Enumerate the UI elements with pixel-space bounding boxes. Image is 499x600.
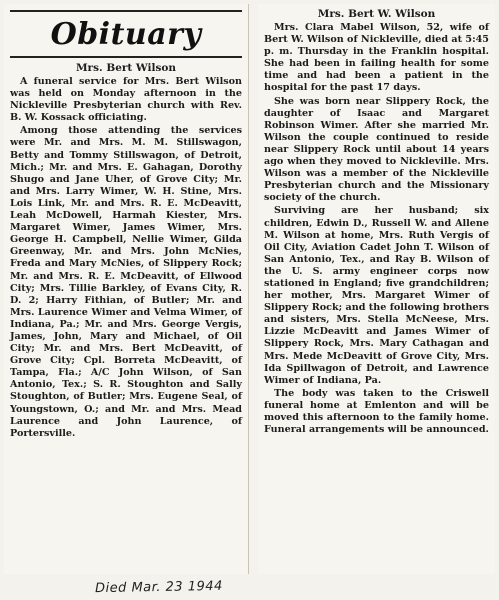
right-paragraph-2: She was born near Slippery Rock, the daughter of Isaac and Margaret Robinson Wimer. After she married Mr. Wilson the couple continued to reside near Slippery Rock until about 14 years ago when they moved to Nickleville. Mrs. Wilson was a member of the Nickleville Presbyterian church and the Missionary society of the church. (264, 95, 489, 204)
left-paragraph-2: Among those attending the services were Mr. and Mrs. M. M. Stillswagon, Betty and Tommy Stillswagon, of Detroit, Mich.; Mr. and Mrs. E. Gahagan, Dorothy Shugo and Jane Uher, of Grove City; Mr. and Mrs. Larry Wimer, W. H. Stine, Mrs. Lois Link, Mr. and Mrs. R. E. McDeavitt, Leah McDowell, Harmah Kiester, Mrs. Margaret Wimer, James Wimer, Mrs. George H. Campbell, Nellie Wimer, Gilda Greenway, Mr. and Mrs. John McNies, Freda and Mary McNies, of Slippery Rock; Mr. and Mrs. R. E. McDeavitt, of Ellwood City; Mrs. Tillie Barkley, of Evans City, R. D. 2; Harry Fithian, of Butler; Mr. and Mrs. Laurence Wimer and Velma Wimer, of Indiana, Pa.; Mr. and Mrs. George Vergis, James, John, Mary and Michael, of Oil City; Mr. and Mrs. Bert McDeavitt, of Grove City; Cpl. Borreta McDeavitt, of Tampa, Fla.; A/C John Wilson, of San Antonio, Tex.; S. R. Stoughton and Sally Stoughton, of Butler; Mrs. Eugene Seal, of Youngstown, O.; and Mr. and Mrs. Mead Laurence and John Laurence, of Portersville. (10, 125, 242, 439)
left-paragraph-1: A funeral service for Mrs. Bert Wilson was held on Monday afternoon in the Nickleville Presbyterian church with Rev. B. W. Kossack officiating. (10, 76, 242, 124)
left-heading: Mrs. Bert Wilson (75, 62, 177, 74)
obituary-banner (10, 10, 242, 58)
right-heading: Mrs. Bert W. Wilson (317, 8, 436, 20)
right-clipping (258, 4, 495, 574)
right-paragraph-4: The body was taken to the Criswell funeral home at Emlenton and will be moved this afternoon to the family home. Funeral arrangements will be announced. (264, 387, 489, 436)
banner-title: Obituary (50, 16, 202, 52)
right-paragraph-3: Surviving are her husband; six children, Edwin D., Russell W. and Allene M. Wilson at home, Mrs. Ruth Vergis of Oil City, Aviation Cadet John T. Wilson of San Antonio, Tex., and Ray B. Wilson of the U. S. army engineer corps now stationed in England; five grandchildren; her mother, Mrs. Margaret Wimer of Slippery Rock; and the following brothers and sisters, Mrs. Stella McNeese, Mrs. Lizzie McDeavitt and James Wimer of Slippery Rock, Mrs. Mary Cathagan and Mrs. Mede McDeavitt of Grove City, Mrs. Ida Spillwagon of Detroit, and Lawrence Wimer of Indiana, Pa. (264, 205, 489, 386)
handwritten-date-note: Died Mar. 23 1944 (94, 578, 223, 597)
right-paragraph-1: Mrs. Clara Mabel Wilson, 52, wife of Bert W. Wilson of Nickleville, died at 5:45 p. m. Thursday in the Franklin hospital. She had been in failing health for some time and had been a patient in the hospital for the past 17 days. (264, 22, 489, 94)
left-clipping (4, 4, 249, 574)
